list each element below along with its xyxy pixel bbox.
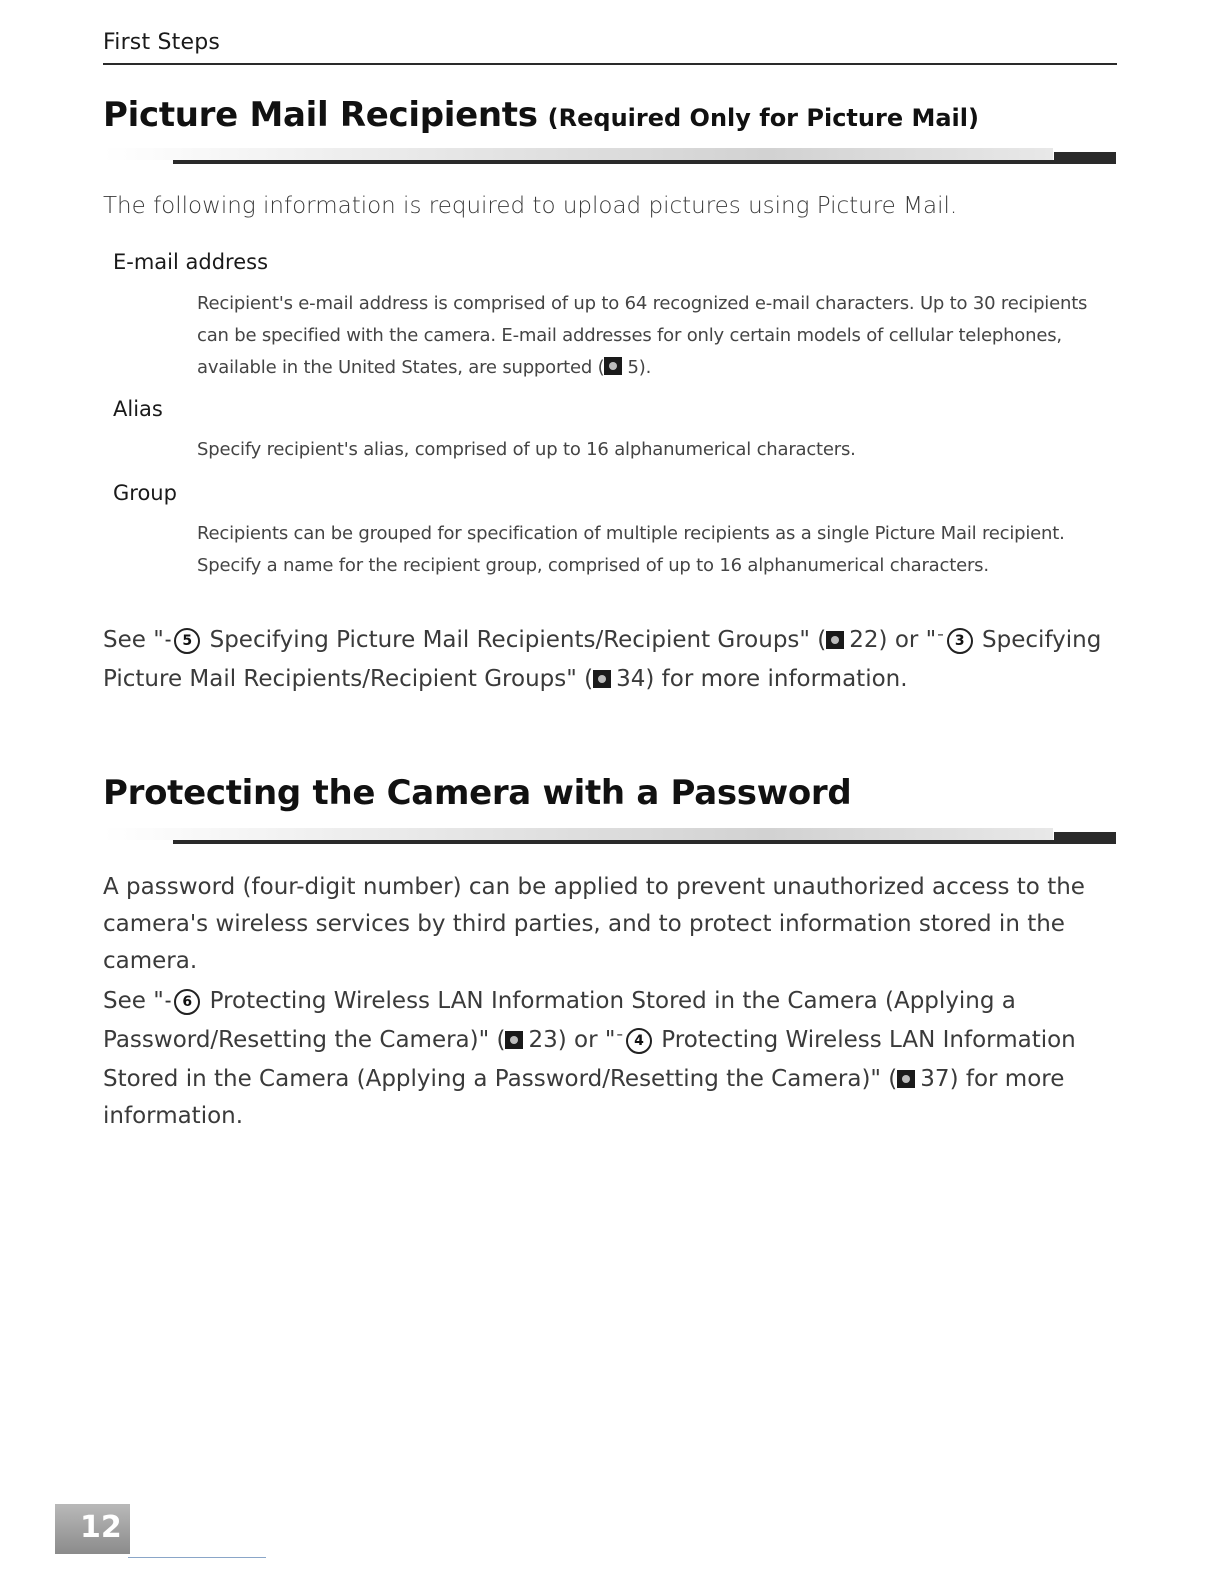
see-text: ) for more information. bbox=[103, 1066, 1065, 1129]
page-reference-icon bbox=[897, 1070, 915, 1088]
section-intro: The following information is required to upload pictures using Picture Mail. bbox=[103, 193, 958, 219]
see-text: See " bbox=[103, 988, 164, 1014]
section-title-password: Protecting the Camera with a Password bbox=[103, 773, 852, 813]
ref-page: 23 bbox=[528, 1027, 558, 1053]
phone-mode-icon: ¯ bbox=[615, 1032, 624, 1052]
camera-mode-icon: ⁃ bbox=[163, 993, 173, 1013]
band-line bbox=[173, 840, 1116, 844]
running-header: First Steps bbox=[103, 30, 221, 55]
band-tab bbox=[1054, 832, 1116, 844]
see-text: Specifying Picture Mail Recipients/Recipient Groups" ( bbox=[202, 627, 827, 653]
password-paragraph: A password (four-digit number) can be applied to prevent unauthorized access to the camera's wireless services by third parties, and to protect information stored in the camera. bbox=[103, 874, 1085, 974]
desc-email-address bbox=[197, 288, 1107, 384]
band-fade bbox=[103, 148, 1053, 160]
band-fade bbox=[103, 828, 1053, 840]
desc-email-end: ). bbox=[638, 357, 652, 378]
footer-rule bbox=[128, 1557, 266, 1558]
see-also-password bbox=[103, 983, 1113, 1135]
page-reference-icon bbox=[604, 357, 622, 375]
term-email-address: E-mail address bbox=[113, 250, 269, 274]
ref-page: 5 bbox=[627, 357, 639, 378]
see-text: Specifying Picture Mail Recipients/Recipient Groups" ( bbox=[103, 627, 1102, 692]
page-reference-icon bbox=[593, 670, 611, 688]
see-text: ) or " bbox=[878, 627, 937, 653]
see-text: ) or " bbox=[557, 1027, 616, 1053]
desc-group: Recipients can be grouped for specification of multiple recipients as a single Picture Mail recipient. Specify a name for the recipient group, comprised of up to 16 alphanumerical characters. bbox=[197, 523, 1065, 576]
title-underline-band bbox=[103, 146, 1116, 168]
band-line bbox=[173, 160, 1116, 164]
desc-alias: Specify recipient's alias, comprised of up to 16 alphanumerical characters. bbox=[197, 439, 856, 460]
term-alias: Alias bbox=[113, 397, 163, 421]
page-number: 12 bbox=[80, 1510, 122, 1545]
ref-page: 34 bbox=[616, 666, 646, 692]
term-group: Group bbox=[113, 481, 177, 505]
section-subtitle: (Required Only for Picture Mail) bbox=[547, 104, 979, 132]
step-number-icon: 5 bbox=[174, 628, 200, 654]
see-also-recipients bbox=[103, 622, 1113, 698]
ref-page: 22 bbox=[849, 627, 879, 653]
page-reference-icon bbox=[826, 631, 844, 649]
step-number-icon: 3 bbox=[947, 628, 973, 654]
section-title-text: Picture Mail Recipients bbox=[103, 95, 538, 135]
header-rule bbox=[103, 63, 1117, 65]
step-number-icon: 4 bbox=[626, 1028, 652, 1054]
section-title-picture-mail bbox=[103, 95, 979, 135]
see-text: Protecting Wireless LAN Information Stored in the Camera (Applying a Password/Resetting the Camera)" ( bbox=[103, 988, 1016, 1053]
page-reference-icon bbox=[505, 1031, 523, 1049]
camera-mode-icon: ⁃ bbox=[163, 632, 173, 652]
phone-mode-icon: ¯ bbox=[936, 632, 945, 652]
band-tab bbox=[1054, 152, 1116, 164]
see-text: See " bbox=[103, 627, 164, 653]
ref-page: 37 bbox=[920, 1066, 950, 1092]
see-text: ) for more information. bbox=[645, 666, 908, 692]
title-underline-band bbox=[103, 826, 1116, 848]
desc-email-text: Recipient's e-mail address is comprised of up to 64 recognized e-mail characters. Up to 30 recipients can be specified with the camera. E-mail addresses for only certain models of cellular telephones, available in the United States, are supported ( bbox=[197, 293, 1088, 378]
step-number-icon: 6 bbox=[174, 989, 200, 1015]
see-text: Protecting Wireless LAN Information Stored in the Camera (Applying a Password/Resetting the Camera)" ( bbox=[103, 1027, 1076, 1092]
